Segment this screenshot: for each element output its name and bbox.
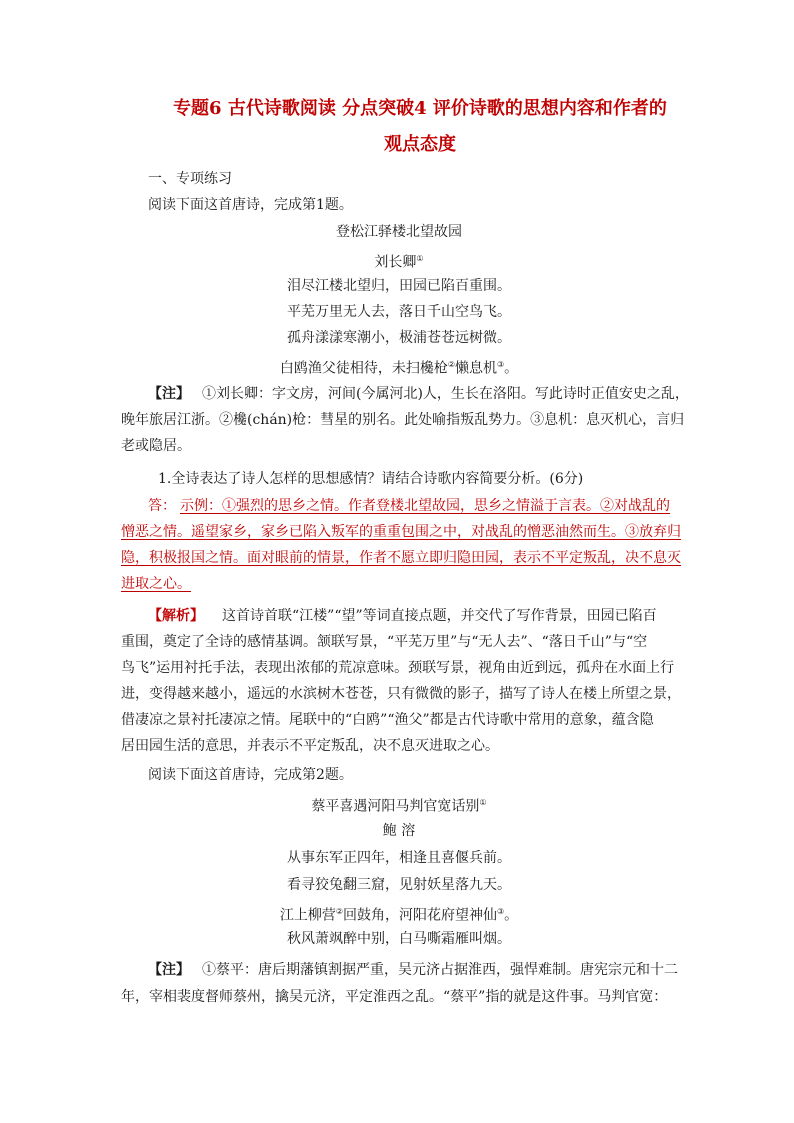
answer1-line: 隐，积极报国之情。面对眼前的情景，作者不愿立即归隐田园，表示不平定叛乱，决不息灭 <box>121 550 681 566</box>
answer-text: 进取之心。 <box>121 576 191 592</box>
answer1-line <box>121 571 215 597</box>
note-text: ①刘长卿：字文房，河间(今属河北)人，生长在洛阳。写此诗时正值安史之乱， <box>202 386 689 402</box>
poem1-line: 泪尽江楼北望归，田园已陷百重围。 <box>287 278 511 294</box>
poem1-line-text: 。 <box>504 360 519 377</box>
analysis1-line <box>148 603 657 629</box>
poem2-line: 从事东军正四年，相逢且喜偃兵前。 <box>287 850 511 866</box>
page-title-line2: 观点态度 <box>384 134 456 155</box>
poem2-line <box>121 899 677 929</box>
note-text: ①蔡平：唐后期藩镇割据严重，吴元济占据淮西，强悍难制。唐宪宗元和十二 <box>202 962 678 978</box>
answer-text: 示例：①强烈的思乡之情。作者登楼北望故园，思乡之情溢于言表。②对战乱的 <box>180 498 670 514</box>
instruction-2: 阅读下面这首唐诗，完成第2题。 <box>148 767 353 783</box>
poem2-line-text: 。 <box>504 907 519 924</box>
analysis1-line: 进，变得越来越小，遥远的水滨树木苍苍，只有微微的影子，描写了诗人在楼上所望之景， <box>121 686 681 702</box>
note1-line: 晚年旅居江浙。②欃(chán)枪：彗星的别名。此处喻指叛乱势力。③息机：息灭机心，言归 <box>121 412 685 428</box>
analysis1-line: 重围，奠定了全诗的感情基调。颔联写景，“平芜万里”与“无人去”、“落日千山”与“空 <box>121 634 648 650</box>
analysis1-line: 鸟飞”运用衬托手法，表现出浓郁的荒凉意味。颈联写景，视角由近到远，孤舟在水面上行 <box>121 660 675 676</box>
note1-line: 老或隐居。 <box>121 438 191 454</box>
poem1-title: 登松江驿楼北望故园 <box>336 224 462 240</box>
footnote-marker: ① <box>479 798 487 807</box>
footnote-marker: ③ <box>497 907 505 916</box>
poem2-line-text: 回鼓角，河阳花府望神仙 <box>343 907 497 924</box>
answer-label: 答： <box>148 498 176 514</box>
poem1-line: 平芜万里无人去，落日千山空鸟飞。 <box>287 304 511 320</box>
footnote-marker: ③ <box>497 360 505 369</box>
poem1-line-text: 白鸥渔父徒相待，未扫欃枪 <box>279 360 448 377</box>
note-label: 【注】 <box>148 962 190 978</box>
poem2-line: 看寻狡兔翻三窟，见射妖星落九天。 <box>287 877 511 893</box>
poem1-line-text: 懒息机 <box>455 360 497 377</box>
poem2-author: 鲍 溶 <box>382 823 416 839</box>
poem2-line: 秋风萧飒醉中别，白马嘶霜雁叫烟。 <box>287 931 511 947</box>
question-1: 1.全诗表达了诗人怎样的思想感情？请结合诗歌内容简要分析。(6分) <box>158 471 584 487</box>
poem1-author: 刘长卿 <box>374 254 417 271</box>
note2-line <box>148 957 678 983</box>
footnote-marker: ② <box>335 907 343 916</box>
analysis1-line: 借凄凉之景衬托凄凉之情。尾联中的“白鸥”“渔父”都是古代诗歌中常用的意象，蕴含隐 <box>121 712 654 728</box>
poem2-title: 蔡平喜遇河阳马判官宽话别 <box>311 798 480 815</box>
footnote-marker: ① <box>416 254 424 263</box>
note1-line <box>148 381 689 407</box>
answer1-line: 憎恶之情。遥望家乡，家乡已陷入叛军的重重包围之中，对战乱的憎恶油然而生。③放弃归 <box>121 524 681 540</box>
poem2-line-text: 江上柳营 <box>279 907 336 924</box>
page-title-line1: 专题6 古代诗歌阅读 分点突破4 评价诗歌的思想内容和作者的 <box>173 98 667 119</box>
footnote-marker: ② <box>447 360 455 369</box>
instruction-1: 阅读下面这首唐诗，完成第1题。 <box>148 197 353 213</box>
note2-line: 年，宰相裴度督师蔡州，擒吴元济，平定淮西之乱。“蔡平”指的就是这件事。马判官宽： <box>121 989 668 1005</box>
answer1-line <box>148 493 670 519</box>
analysis-label: 【解析】 <box>148 608 204 624</box>
section-heading: 一、专项练习 <box>148 171 232 187</box>
poem1-line <box>121 352 677 382</box>
note-label: 【注】 <box>148 386 190 402</box>
analysis-text: 这首诗首联“江楼”“望”等词直接点题，并交代了写作背景，田园已陷百 <box>222 608 657 624</box>
poem2-title-line <box>121 790 677 820</box>
analysis1-line: 居田园生活的意思，并表示不平定叛乱，决不息灭进取之心。 <box>121 738 499 754</box>
poem1-line: 孤舟漾漾寒潮小，极浦苍苍远树微。 <box>287 330 511 346</box>
poem1-author-line <box>121 246 677 276</box>
